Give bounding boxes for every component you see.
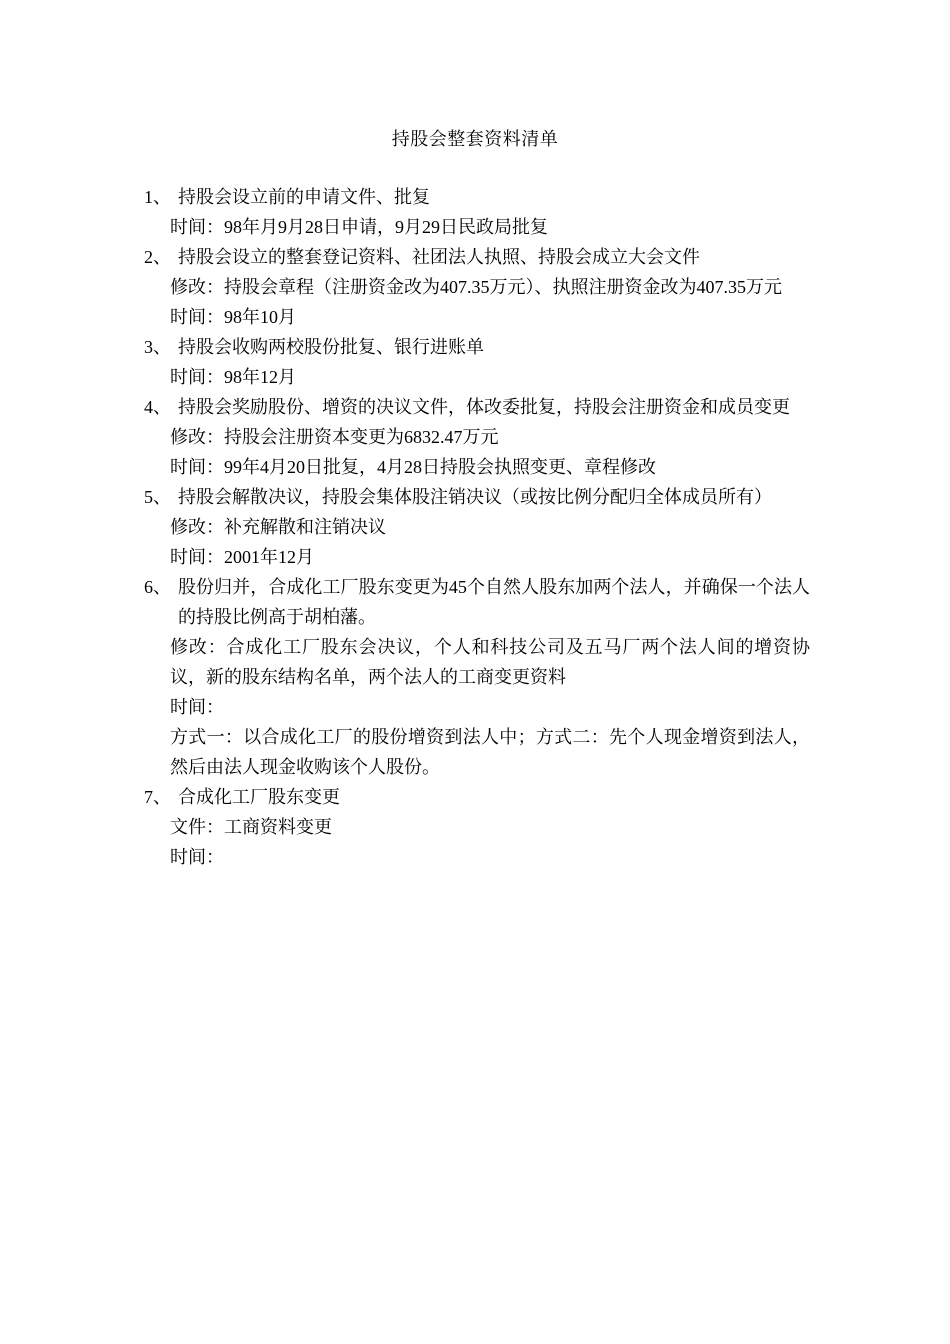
list-item (144, 182, 810, 242)
list-item (144, 332, 810, 392)
item-heading: 合成化工厂股东变更 (178, 787, 340, 807)
item-detail: 文件：工商资料变更 (170, 817, 332, 837)
item-detail: 时间：98年月9月28日申请，9月29日民政局批复 (170, 217, 548, 237)
item-heading: 持股会设立的整套登记资料、社团法人执照、持股会成立大会文件 (178, 247, 700, 267)
item-detail: 时间： (170, 847, 224, 867)
item-detail: 时间： (170, 697, 224, 717)
item-detail: 时间：2001年12月 (170, 547, 314, 567)
item-detail: 修改：合成化工厂股东会决议，个人和科技公司及五马厂两个法人间的增资协议，新的股东结构名单，两个法人的工商变更资料 (170, 637, 810, 687)
item-heading: 持股会设立前的申请文件、批复 (178, 187, 430, 207)
item-heading: 持股会收购两校股份批复、银行进账单 (178, 337, 484, 357)
item-detail: 修改：持股会章程（注册资金改为407.35万元）、执照注册资金改为407.35万元 (170, 277, 782, 297)
item-number: 4、 (144, 397, 171, 417)
list-item (144, 572, 810, 782)
item-number: 1、 (144, 187, 171, 207)
item-detail: 时间：98年10月 (170, 307, 296, 327)
item-detail: 修改：补充解散和注销决议 (170, 517, 386, 537)
item-number: 7、 (144, 787, 171, 807)
document-title: 持股会整套资料清单 (391, 129, 559, 149)
list-item (144, 482, 810, 572)
item-number: 6、 (144, 577, 171, 597)
item-heading: 股份归并，合成化工厂股东变更为45个自然人股东加两个法人，并确保一个法人的持股比例高于胡柏藩。 (178, 577, 810, 627)
item-detail: 时间：98年12月 (170, 367, 296, 387)
item-heading: 持股会奖励股份、增资的决议文件，体改委批复，持股会注册资金和成员变更 (178, 397, 790, 417)
list-item (144, 782, 810, 872)
item-heading: 持股会解散决议，持股会集体股注销决议（或按比例分配归全体成员所有） (178, 487, 772, 507)
item-number: 3、 (144, 337, 171, 357)
list-item (144, 242, 810, 332)
item-detail: 时间：99年4月20日批复，4月28日持股会执照变更、章程修改 (170, 457, 656, 477)
item-number: 5、 (144, 487, 171, 507)
document-body (144, 182, 810, 872)
item-number: 2、 (144, 247, 171, 267)
item-detail: 方式一：以合成化工厂的股份增资到法人中；方式二：先个人现金增资到法人，然后由法人现金收购该个人股份。 (170, 727, 810, 777)
item-detail: 修改：持股会注册资本变更为6832.47万元 (170, 427, 499, 447)
list-item (144, 392, 810, 482)
